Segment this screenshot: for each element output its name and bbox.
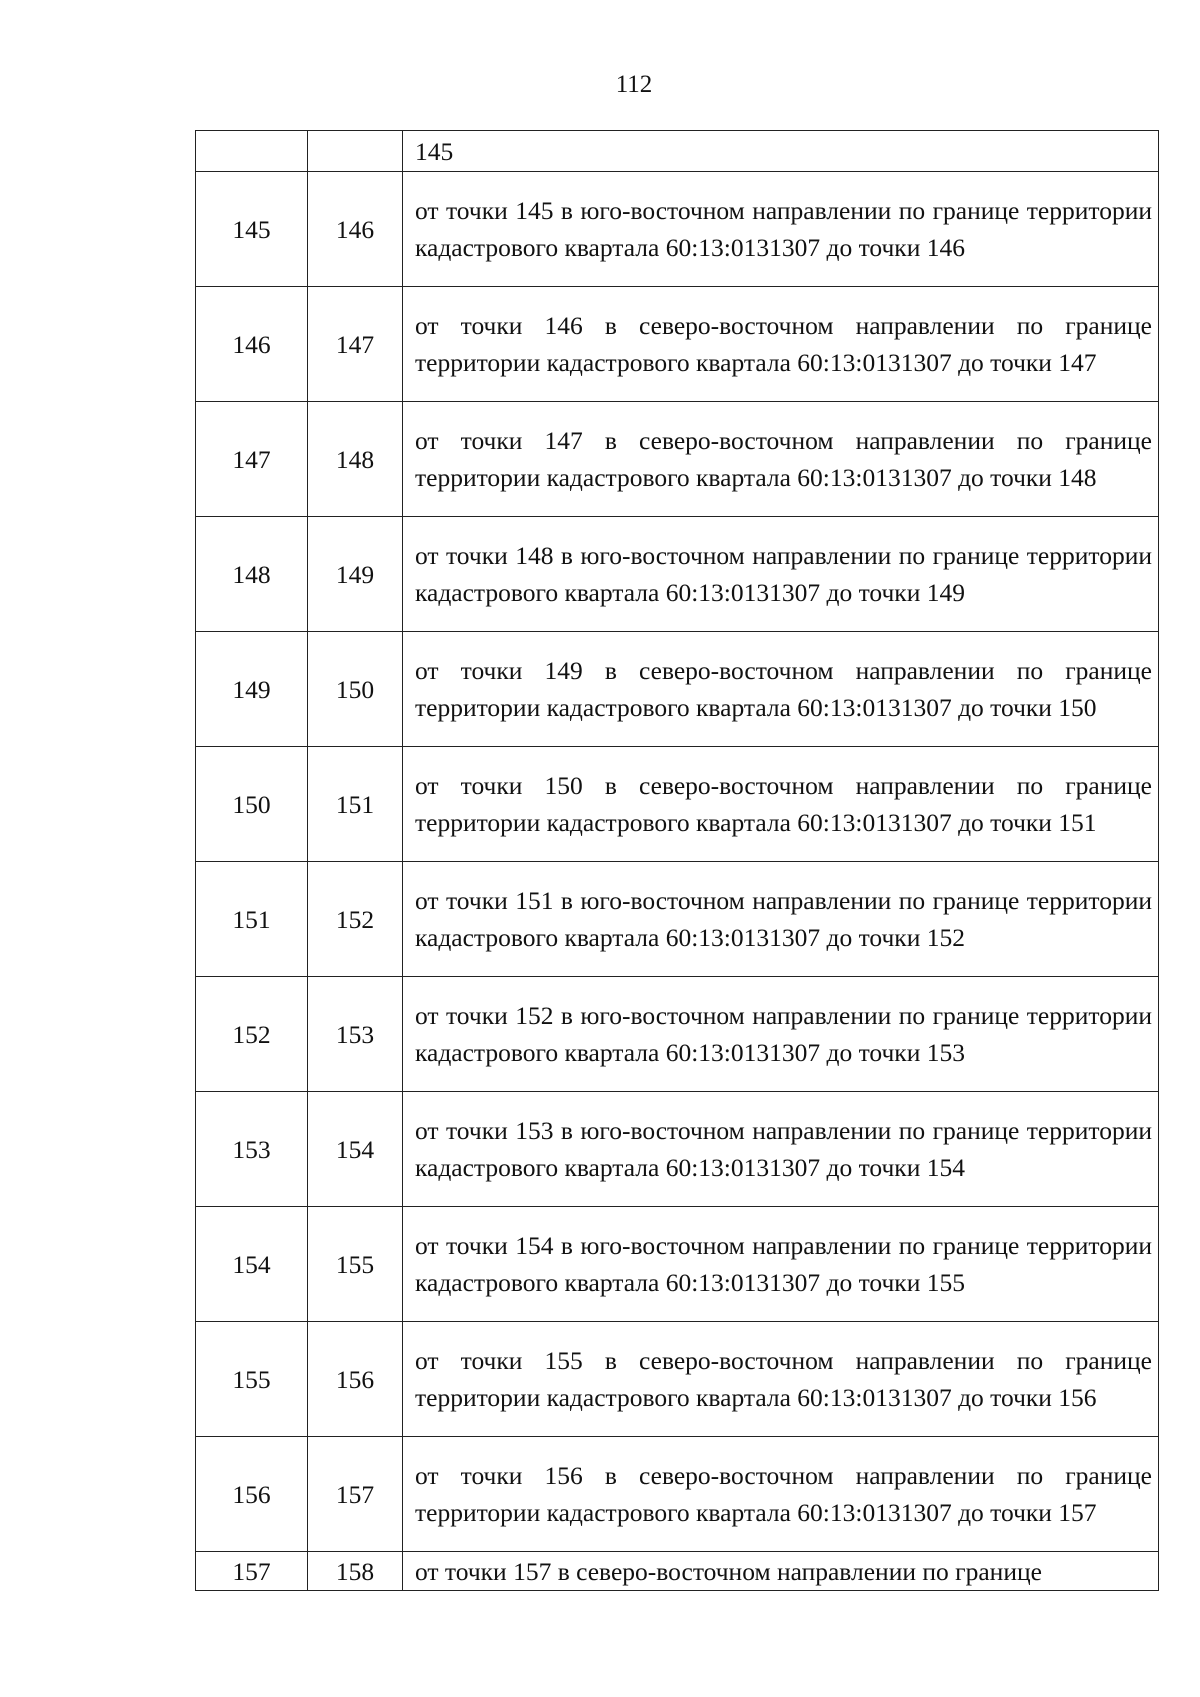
boundary-table (195, 130, 1159, 1591)
cell-to-point: 153 (308, 977, 403, 1092)
cell-description: от точки 155 в северо-восточном направлении по границе территории кадастрового квартала 60:13:0131307 до точки 156 (403, 1322, 1159, 1437)
cell-description: от точки 152 в юго-восточном направлении по границе территории кадастрового квартала 60:13:0131307 до точки 153 (403, 977, 1159, 1092)
cell-to-point: 157 (308, 1437, 403, 1552)
cell-description: от точки 149 в северо-восточном направлении по границе территории кадастрового квартала 60:13:0131307 до точки 150 (403, 632, 1159, 747)
cell-to-point: 155 (308, 1207, 403, 1322)
table-row-truncated (196, 1552, 1159, 1591)
cell-description: от точки 156 в северо-восточном направлении по границе территории кадастрового квартала 60:13:0131307 до точки 157 (403, 1437, 1159, 1552)
table-row (196, 517, 1159, 632)
cell-to-point: 147 (308, 287, 403, 402)
cell-from-point (196, 131, 308, 172)
table-row (196, 172, 1159, 287)
cell-from-point: 145 (196, 172, 308, 287)
table-row (196, 632, 1159, 747)
cell-from-point: 153 (196, 1092, 308, 1207)
cell-description: от точки 154 в юго-восточном направлении по границе территории кадастрового квартала 60:13:0131307 до точки 155 (403, 1207, 1159, 1322)
table-row (196, 402, 1159, 517)
cell-description: от точки 145 в юго-восточном направлении по границе территории кадастрового квартала 60:13:0131307 до точки 146 (403, 172, 1159, 287)
cell-to-point: 151 (308, 747, 403, 862)
cell-description: от точки 150 в северо-восточном направлении по границе территории кадастрового квартала 60:13:0131307 до точки 151 (403, 747, 1159, 862)
cell-to-point: 146 (308, 172, 403, 287)
table-row (196, 747, 1159, 862)
table-row-continuation (196, 131, 1159, 172)
cell-to-point: 158 (308, 1552, 403, 1591)
cell-from-point: 148 (196, 517, 308, 632)
cell-description: от точки 157 в северо-восточном направлении по границе (403, 1552, 1159, 1591)
cell-from-point: 156 (196, 1437, 308, 1552)
cell-from-point: 157 (196, 1552, 308, 1591)
table-row (196, 1207, 1159, 1322)
cell-from-point: 151 (196, 862, 308, 977)
table-row (196, 287, 1159, 402)
cell-from-point: 150 (196, 747, 308, 862)
cell-from-point: 155 (196, 1322, 308, 1437)
cell-to-point: 152 (308, 862, 403, 977)
cell-description: от точки 146 в северо-восточном направлении по границе территории кадастрового квартала 60:13:0131307 до точки 147 (403, 287, 1159, 402)
cell-description: от точки 147 в северо-восточном направлении по границе территории кадастрового квартала 60:13:0131307 до точки 148 (403, 402, 1159, 517)
cell-description: от точки 148 в юго-восточном направлении по границе территории кадастрового квартала 60:13:0131307 до точки 149 (403, 517, 1159, 632)
table-body (196, 131, 1159, 1591)
cell-from-point: 154 (196, 1207, 308, 1322)
table-row (196, 977, 1159, 1092)
cell-description: от точки 151 в юго-восточном направлении по границе территории кадастрового квартала 60:13:0131307 до точки 152 (403, 862, 1159, 977)
cell-from-point: 147 (196, 402, 308, 517)
cell-to-point: 150 (308, 632, 403, 747)
cell-to-point: 154 (308, 1092, 403, 1207)
table-row (196, 862, 1159, 977)
cell-to-point: 148 (308, 402, 403, 517)
cell-to-point: 149 (308, 517, 403, 632)
page-number: 112 (615, 71, 653, 98)
cell-to-point (308, 131, 403, 172)
cell-from-point: 149 (196, 632, 308, 747)
cell-to-point: 156 (308, 1322, 403, 1437)
table-row (196, 1092, 1159, 1207)
cell-from-point: 146 (196, 287, 308, 402)
cell-description: 145 (403, 131, 1159, 172)
cell-from-point: 152 (196, 977, 308, 1092)
table-row (196, 1322, 1159, 1437)
cell-description: от точки 153 в юго-восточном направлении по границе территории кадастрового квартала 60:13:0131307 до точки 154 (403, 1092, 1159, 1207)
table-row (196, 1437, 1159, 1552)
